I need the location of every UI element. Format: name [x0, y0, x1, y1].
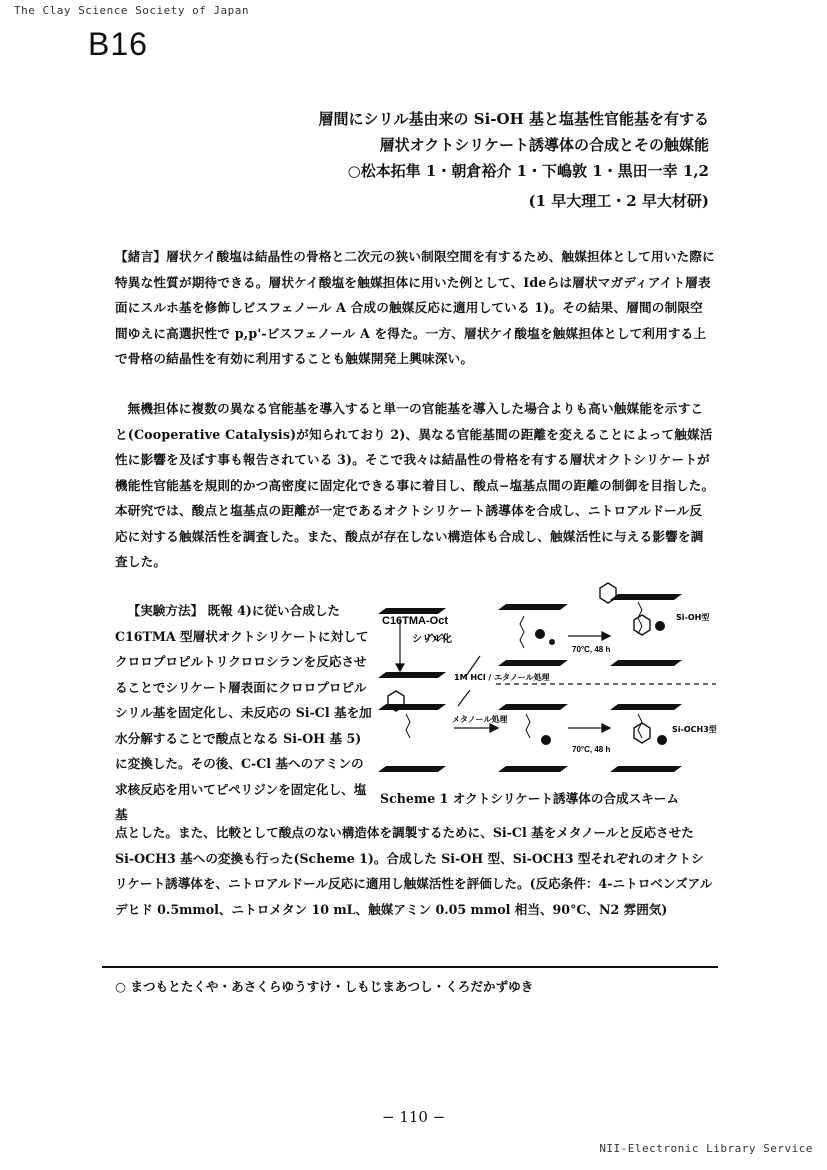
intro-paragraph-2: 無機担体に複数の異なる官能基を導入すると単一の官能基を導入した場合よりも高い触媒能を示すこと(Cooperative Catalysis)が知られており 2)、異なる官能基間の距離を変えることによって触媒活性に影響を及ぼす事も報告されている 3)。そこで我々は結晶性の骨格を有する層状オクトシリケートが機能性官能基を規則的かつ高密度に固定化できる事に着目し、酸点−塩基点間の距離の制御を目指した。本研究では、酸点と塩基点の距離が一定であるオクトシリケート誘導体を合成し、ニトロアルドール反応に対する触媒活性を調査した。また、酸点が存在しない構造体も合成し、触媒活性に与える影響を調査した。: [115, 401, 715, 569]
author-reading: ○ まつもとたくや・あさくらゆうすけ・しもじまあつし・くろだかずゆき: [115, 979, 534, 994]
method-paragraph-2: 点とした。また、比較として酸点のない構造体を調製するために、Si-Cl 基をメタノールと反応させた Si-OCH3 基への変換も行った(Scheme 1)。合成した Si-OH 型、Si-OCH3 型それぞれのオクトシリケート誘導体を、ニトロアルドール反応に適用し触媒活性を評価した。(反応条件：4-ニトロベンズアルデヒド 0.5mmol、ニトロメタン 10 mL、触媒アミン 0.05 mmol 相当、90°C、N2 雰囲気): [115, 825, 713, 917]
method-paragraph-1: 【実験方法】 既報 4)に従い合成した C16TMA 型層状オクトシリケートに対してクロロプロピルトリクロロシランを反応させることでシリケート層表面にクロロプロピルシリル基を固定化し、未反応の Si-Cl 基を加水分解することで酸点となる Si-OH 基 5)に変換した。その後、C-Cl 基へのアミンの求核反応を用いてピペリジンを固定化し、塩基: [115, 603, 372, 822]
title-line-1: 層間にシリル基由来の Si-OH 基と塩基性官能基を有する: [318, 110, 709, 128]
society-header: The Clay Science Society of Japan: [14, 4, 250, 17]
separator-rule: [102, 966, 718, 968]
authors: ○松本拓隼 1・朝倉裕介 1・下嶋敦 1・黒田一幸 1,2: [347, 162, 709, 180]
affiliation: (1 早大理工・2 早大材研): [528, 192, 709, 210]
product-si-och3: Si-OCH3型: [672, 725, 717, 734]
abstract-code: B16: [88, 26, 148, 62]
condition-bottom: 70°C, 48 h: [572, 745, 611, 754]
intro-paragraph-1: 【緒言】層状ケイ酸塩は結晶性の骨格と二次元の狭い制限空間を有するため、触媒担体として用いた際に特異な性質が期待できる。層状ケイ酸塩を触媒担体に用いた例として、Ideらは層状マガディアイト層表面にスルホ基を修飾しビスフェノール A 合成の触媒反応に適用している 1)。その結果、層間の制限空間ゆえに高選択性で p,p'-ビスフェノール A を得た。一方、層状ケイ酸塩を触媒担体として利用する上で骨格の結晶性を有効に利用することも触媒開発上興味深い。: [115, 249, 715, 366]
title-line-2: 層状オクトシリケート誘導体の合成とその触媒能: [379, 136, 709, 154]
start-label: C16TMA-Oct: [382, 615, 449, 627]
condition-top: 70°C, 48 h: [572, 645, 611, 654]
page-number: − 110 −: [382, 1108, 446, 1126]
scheme-caption: Scheme 1 オクトシリケート誘導体の合成スキーム: [380, 791, 679, 806]
footer-service: NII-Electronic Library Service: [599, 1142, 813, 1155]
step-methanol: メタノール処理: [452, 715, 508, 724]
synthesis-scheme-figure: [376, 580, 721, 790]
step-hcl: 1M HCl / エタノール処理: [454, 673, 550, 682]
step-silylation: シリル化: [412, 634, 452, 645]
product-si-oh: Si-OH型: [676, 613, 710, 622]
